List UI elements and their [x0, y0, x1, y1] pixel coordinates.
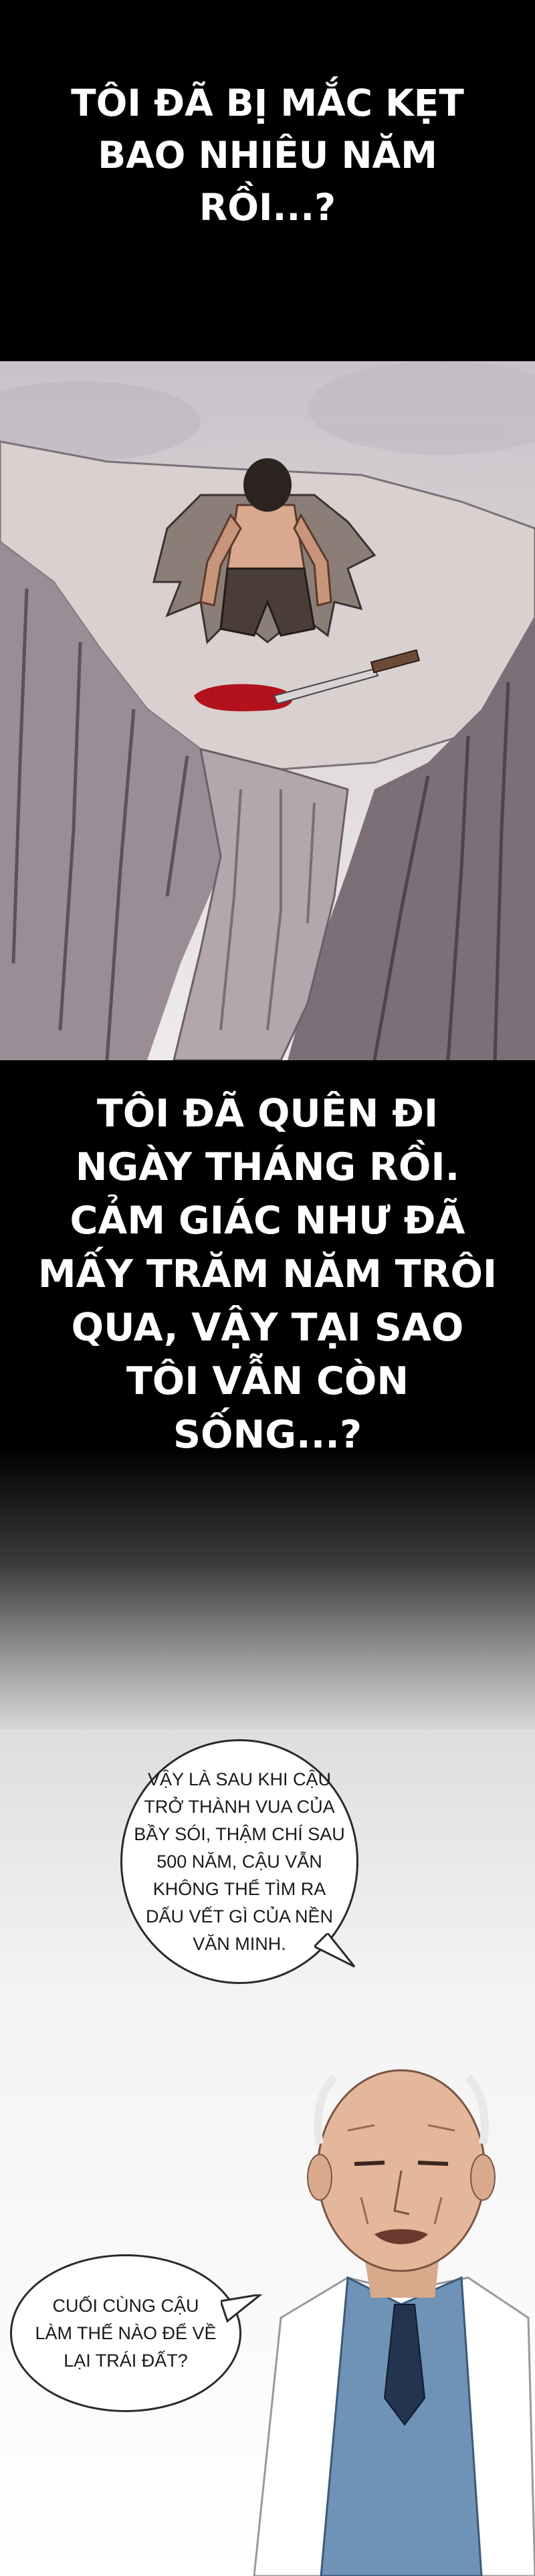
caption-trapped-years: TÔI ĐÃ BỊ MẮC KẸT BAO NHIÊU NĂM RỒI...?	[71, 82, 464, 229]
man-head	[243, 458, 292, 512]
speech-bubble-return-earth: CUỐI CÙNG CẬU LÀM THẾ NÀO ĐỂ VỀ LẠI TRÁI ĐẤT?	[10, 2254, 241, 2412]
man-torso	[227, 505, 304, 569]
caption-forgot-days: TÔI ĐÃ QUÊN ĐI NGÀY THÁNG RỒI. CẢM GIÁC NHƯ ĐÃ MẤY TRĂM NĂM TRÔI QUA, VẬY TẠI SAO TÔI VẪN CÒN SỐNG...?	[37, 1092, 498, 1457]
speech-tail-1	[314, 1933, 361, 1973]
speech-tail-2	[221, 2294, 268, 2328]
speech-bubble-wolf-king: VẬY LÀ SAU KHI CẬU TRỞ THÀNH VUA CỦA BẦY SÓI, THẬM CHÍ SAU 500 NĂM, CẬU VẪN KHÔNG THỂ TÌM RA DẤU VẾT GÌ CỦA NỀN VĂN MINH.	[120, 1739, 358, 1984]
doctor-ear-left	[308, 2155, 332, 2200]
doctor-ear-right	[471, 2155, 495, 2200]
cliff-scene-illustration	[0, 361, 535, 1060]
cliff-scene-panel	[0, 361, 535, 1060]
